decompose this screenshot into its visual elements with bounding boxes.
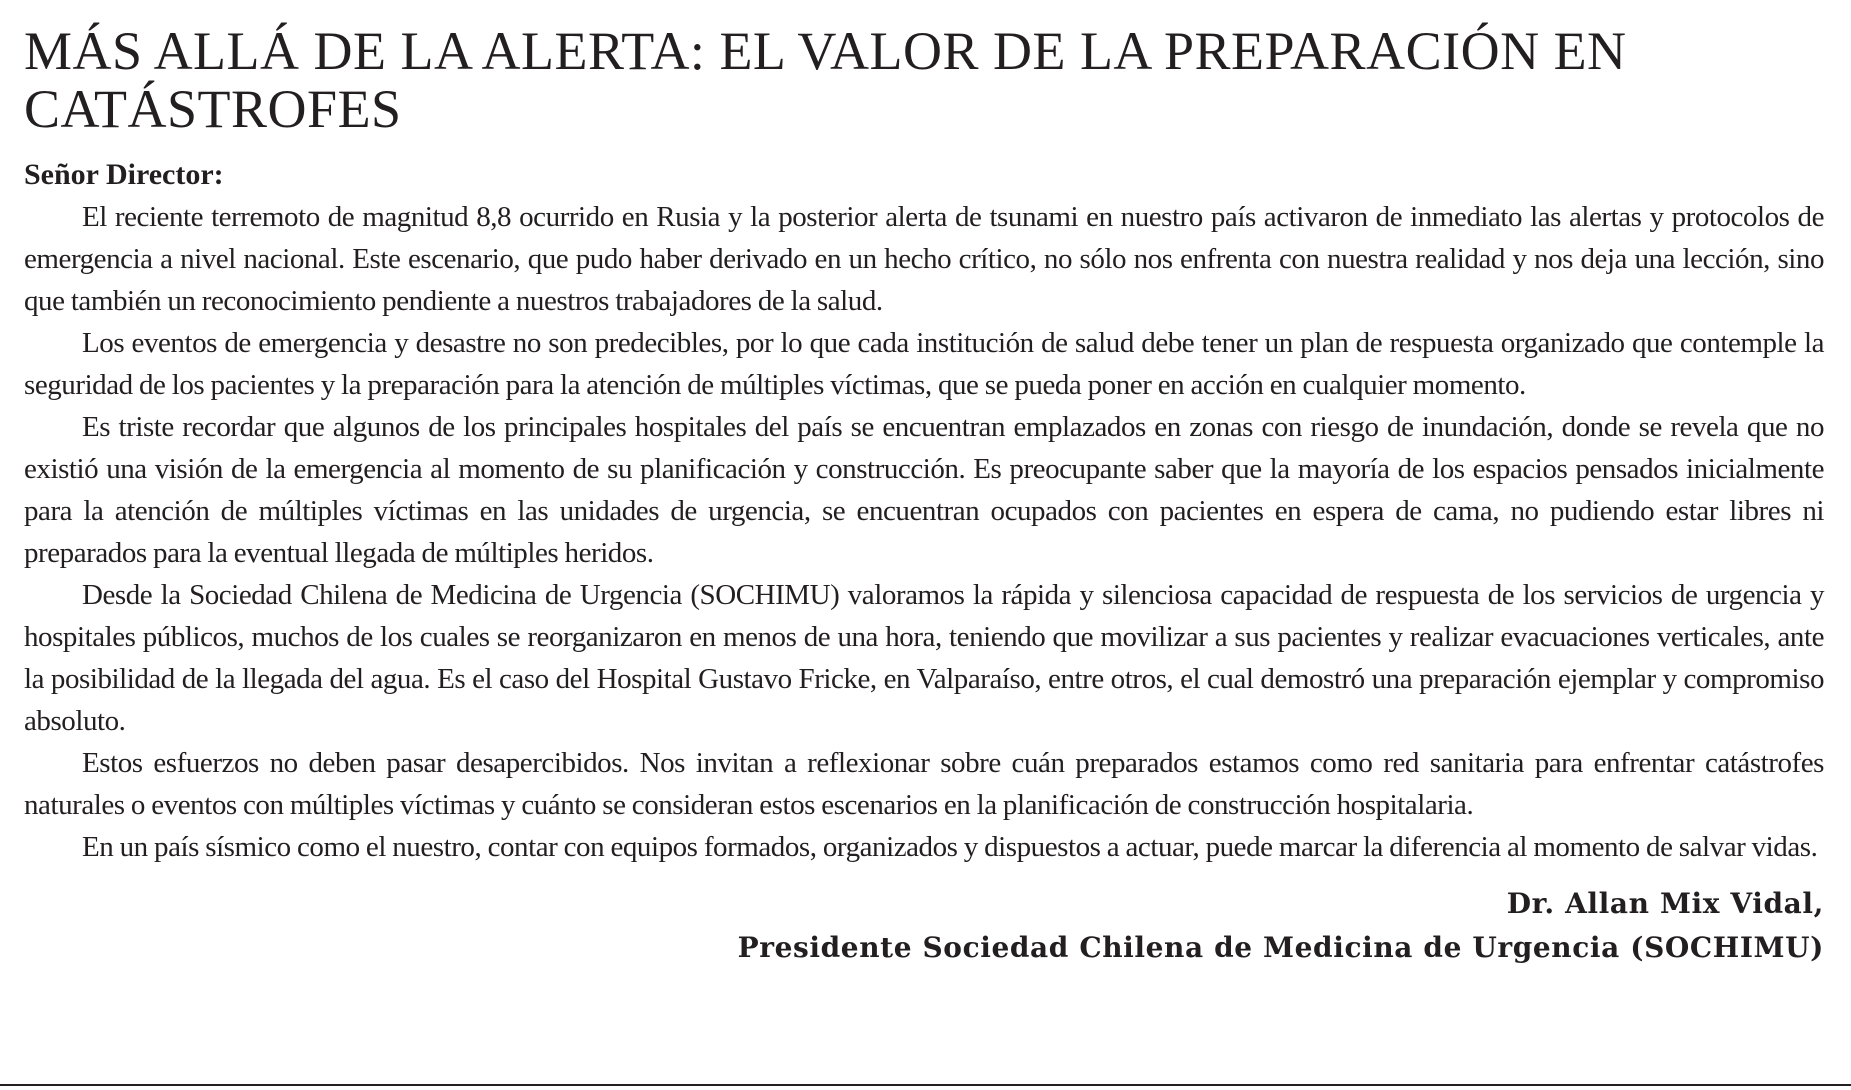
paragraph: Los eventos de emergencia y desastre no son predecibles, por lo que cada institución de salud debe tener un plan de respuesta organizado que contemple la seguridad de los pacientes y la preparación para la atención de múltiples víctimas, que se pueda poner en acción en cualquier momento.: [24, 327, 1824, 401]
headline: MÁS ALLÁ DE LA ALERTA: EL VALOR DE LA PREPARACIÓN EN CATÁSTROFES: [24, 21, 1627, 139]
paragraph: El reciente terremoto de magnitud 8,8 ocurrido en Rusia y la posterior alerta de tsunami en nuestro país activaron de inmediato las alertas y protocolos de emergencia a nivel nacional. Este escenario, que pudo haber derivado en un hecho crítico, no sólo nos enfrenta con nuestra realidad y nos deja una lección, sino que también un reconocimiento pendiente a nuestros trabajadores de la salud.: [24, 201, 1824, 317]
letter-body: [24, 196, 1824, 868]
paragraph: En un país sísmico como el nuestro, contar con equipos formados, organizados y dispuestos a actuar, puede marcar la diferencia al momento de salvar vidas.: [82, 831, 1818, 863]
bottom-divider: [0, 1084, 1851, 1086]
signature-title: Presidente Sociedad Chilena de Medicina de Urgencia (SOCHIMU): [737, 931, 1824, 964]
salutation: Señor Director:: [24, 158, 224, 191]
paragraph: Desde la Sociedad Chilena de Medicina de Urgencia (SOCHIMU) valoramos la rápida y silenciosa capacidad de respuesta de los servicios de urgencia y hospitales públicos, muchos de los cuales se reorganizaron en menos de una hora, teniendo que movilizar a sus pacientes y realizar evacuaciones verticales, ante la posibilidad de la llegada del agua. Es el caso del Hospital Gustavo Fricke, en Valparaíso, entre otros, el cual demostró una preparación ejemplar y compromiso absoluto.: [24, 579, 1824, 737]
letter-to-editor: [24, 22, 1824, 970]
paragraph: Estos esfuerzos no deben pasar desapercibidos. Nos invitan a reflexionar sobre cuán preparados estamos como red sanitaria para enfrentar catástrofes naturales o eventos con múltiples víctimas y cuánto se consideran estos escenarios en la planificación de construcción hospitalaria.: [24, 747, 1824, 821]
signature-name: Dr. Allan Mix Vidal,: [1506, 887, 1824, 920]
signature-block: [24, 882, 1824, 970]
paragraph: Es triste recordar que algunos de los principales hospitales del país se encuentran emplazados en zonas con riesgo de inundación, donde se revela que no existió una visión de la emergencia al momento de su planificación y construcción. Es preocupante saber que la mayoría de los espacios pensados inicialmente para la atención de múltiples víctimas en las unidades de urgencia, se encuentran ocupados con pacientes en espera de cama, no pudiendo estar libres ni preparados para la eventual llegada de múltiples heridos.: [24, 411, 1824, 569]
